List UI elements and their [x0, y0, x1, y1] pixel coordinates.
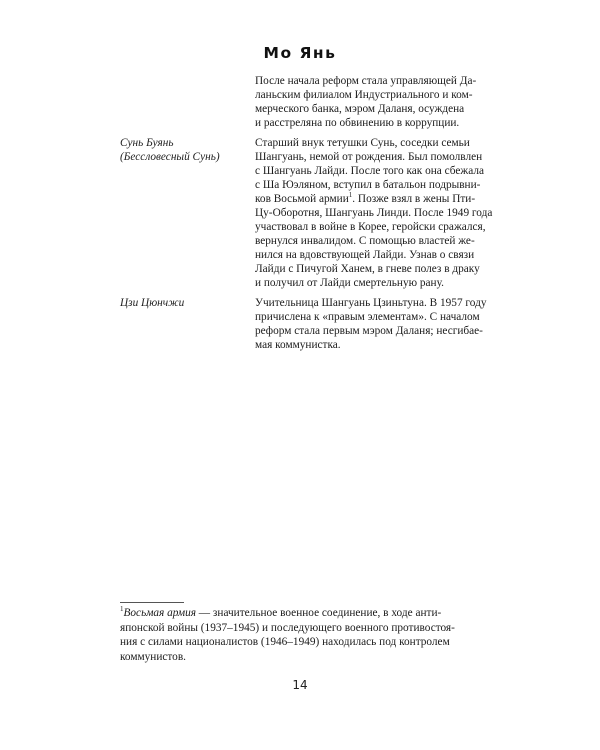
footnote-marker: 1 — [120, 605, 124, 614]
text-line: реформ стала первым мэром Даланя; несгибае- — [255, 325, 483, 337]
text-line: нился на вдовствующей Лайди. Узнав о связи — [255, 249, 475, 261]
text-line: мерческого банка, мэром Даланя, осуждена — [255, 103, 465, 115]
text-line: Цу-Оборотня, Шангуань Линди. После 1949 года — [255, 207, 493, 219]
character-list — [120, 74, 496, 358]
text-line: ланьским филиалом Индустриального и ком- — [255, 89, 473, 101]
text-line: и получил от Лайди смертельную рану. — [255, 277, 444, 289]
list-item — [120, 296, 496, 352]
text-line: Шангуань, немой от рождения. Был помолвлен — [255, 151, 483, 163]
text-line-with-footnote — [255, 192, 493, 206]
text-fragment: — значительное военное соединение, в ходе анти- — [195, 607, 442, 619]
text-line: с Шангуань Лайди. После того как она сбежала — [255, 165, 484, 177]
text-line: с Ша Юэляном, вступил в батальон подрывни- — [255, 179, 481, 191]
list-item — [120, 74, 496, 130]
character-description — [255, 136, 493, 290]
text-line: японской войны (1937–1945) и последующего военного противостоя- — [120, 621, 455, 634]
text-line: коммунистов. — [120, 650, 186, 663]
text-line: мая коммунистка. — [255, 339, 341, 351]
footnote-term: Восьмая армия — [123, 607, 196, 619]
character-name: Цзи Цюнчжи — [120, 297, 185, 309]
footnote-divider — [120, 602, 184, 603]
character-description — [255, 296, 493, 352]
text-line — [120, 606, 492, 621]
text-line: После начала реформ стала управляющей Да- — [255, 75, 477, 87]
text-fragment: . Позже взял в жены Пти- — [352, 193, 476, 205]
character-name: Сунь Буянь (Бессловесный Сунь) — [120, 137, 220, 163]
text-line: Старший внук тетушки Сунь, соседки семьи — [255, 137, 470, 149]
text-line: вернулся инвалидом. С помощью властей же- — [255, 235, 475, 247]
text-line: участвовал в войне в Корее, геройски сражался, — [255, 221, 486, 233]
text-line: Лайди с Пичугой Ханем, в гневе полез в драку — [255, 263, 480, 275]
text-line: и расстреляна по обвинению в коррупции. — [255, 117, 460, 129]
list-item — [120, 136, 496, 290]
footnote-marker: 1 — [348, 191, 353, 200]
text-line: ния с силами националистов (1946–1949) находилась под контролем — [120, 636, 450, 648]
running-header: Мо Янь — [263, 44, 337, 62]
character-description — [255, 74, 493, 130]
text-fragment: ков Восьмой армии — [255, 193, 349, 205]
footnote — [120, 606, 492, 664]
text-line: Учительница Шангуань Цзиньтуна. В 1957 году — [255, 297, 487, 309]
page-number: 14 — [292, 678, 308, 692]
text-line: причислена к «правым элементам». С началом — [255, 311, 480, 323]
